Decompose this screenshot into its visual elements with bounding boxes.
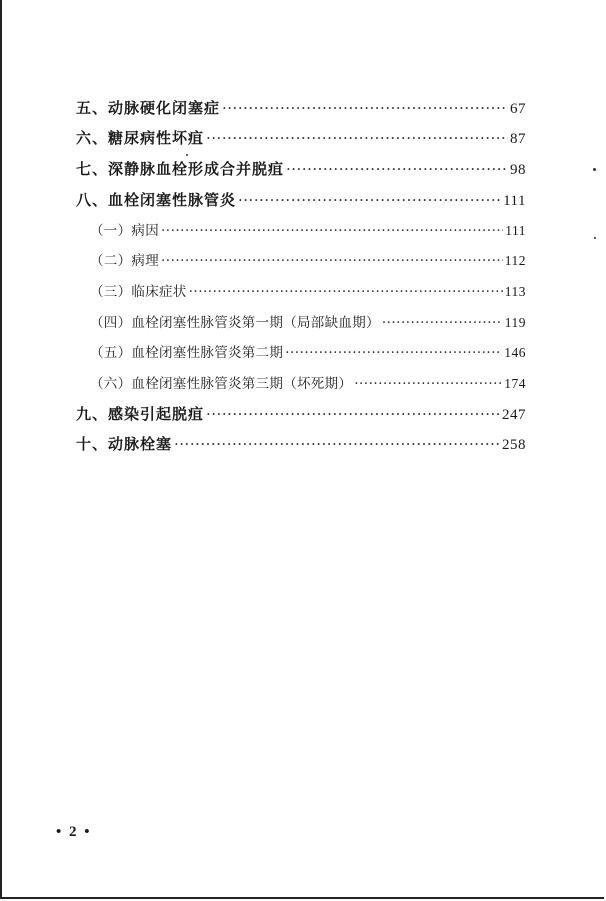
toc-entry-page: 258 <box>502 437 526 453</box>
toc-entry-title: 七、深静脉血栓形成合并脱疽 <box>76 160 285 178</box>
toc-entry-title: 九、感染引起脱疽 <box>76 405 205 423</box>
toc-entry-page: 98 <box>510 162 526 178</box>
toc-subentry-5 <box>90 341 526 365</box>
toc-entry-title: （三）临床症状 <box>90 284 187 300</box>
toc-entry-7 <box>76 157 526 181</box>
toc-entry-page: 119 <box>504 315 526 330</box>
toc-leader-dots <box>206 402 500 426</box>
toc-leader-dots <box>206 126 508 150</box>
toc-entry-title: （一）病因 <box>90 223 159 239</box>
scan-speck <box>594 237 596 239</box>
toc-entry-page: 113 <box>504 284 526 299</box>
toc-entry-6 <box>76 126 526 150</box>
toc-entry-page: 174 <box>504 376 526 391</box>
toc-entry-title: 六、糖尿病性坏疽 <box>76 129 205 147</box>
toc-entry-10 <box>76 432 526 456</box>
toc-entry-8 <box>76 188 526 212</box>
toc-leader-dots <box>382 311 503 335</box>
scan-speck <box>593 168 596 171</box>
toc-entry-title: （六）血栓闭塞性脉管炎第三期（坏死期） <box>90 376 353 392</box>
toc-leader-dots <box>286 157 508 181</box>
page-number: • 2 • <box>56 824 92 840</box>
toc-leader-dots <box>238 188 501 212</box>
toc-leader-dots <box>222 96 508 120</box>
toc-entry-title: 十、动脉栓塞 <box>76 435 173 453</box>
toc-entry-page: 87 <box>510 131 526 147</box>
toc-entry-title: （二）病理 <box>90 253 159 269</box>
toc-entry-title: 五、动脉硬化闭塞症 <box>76 99 221 117</box>
toc-entry-page: 111 <box>505 223 526 238</box>
toc-subentry-6 <box>90 372 526 396</box>
toc-entry-title: 八、血栓闭塞性脉管炎 <box>76 191 237 209</box>
toc-leader-dots <box>174 432 500 456</box>
toc-entry-title: （五）血栓闭塞性脉管炎第二期 <box>90 345 284 361</box>
toc-entry-page: 112 <box>504 253 526 268</box>
toc-leader-dots <box>354 372 502 396</box>
toc-subentry-3 <box>90 280 526 304</box>
toc-entry-9 <box>76 402 526 426</box>
toc-entry-5 <box>76 96 526 120</box>
toc-subentry-4 <box>90 311 526 335</box>
toc-entry-page: 111 <box>503 193 526 209</box>
toc-leader-dots <box>285 341 502 365</box>
toc-entry-page: 67 <box>510 101 526 117</box>
toc-leader-dots <box>189 280 503 304</box>
toc-entry-title: （四）血栓闭塞性脉管炎第一期（局部缺血期） <box>90 315 380 331</box>
toc-entry-page: 146 <box>504 345 526 360</box>
toc-leader-dots <box>161 249 503 273</box>
toc-entry-page: 247 <box>502 407 526 423</box>
toc-subentry-1 <box>90 219 526 243</box>
toc-leader-dots <box>161 219 503 243</box>
scan-speck <box>186 154 188 156</box>
toc-subentry-2 <box>90 249 526 273</box>
